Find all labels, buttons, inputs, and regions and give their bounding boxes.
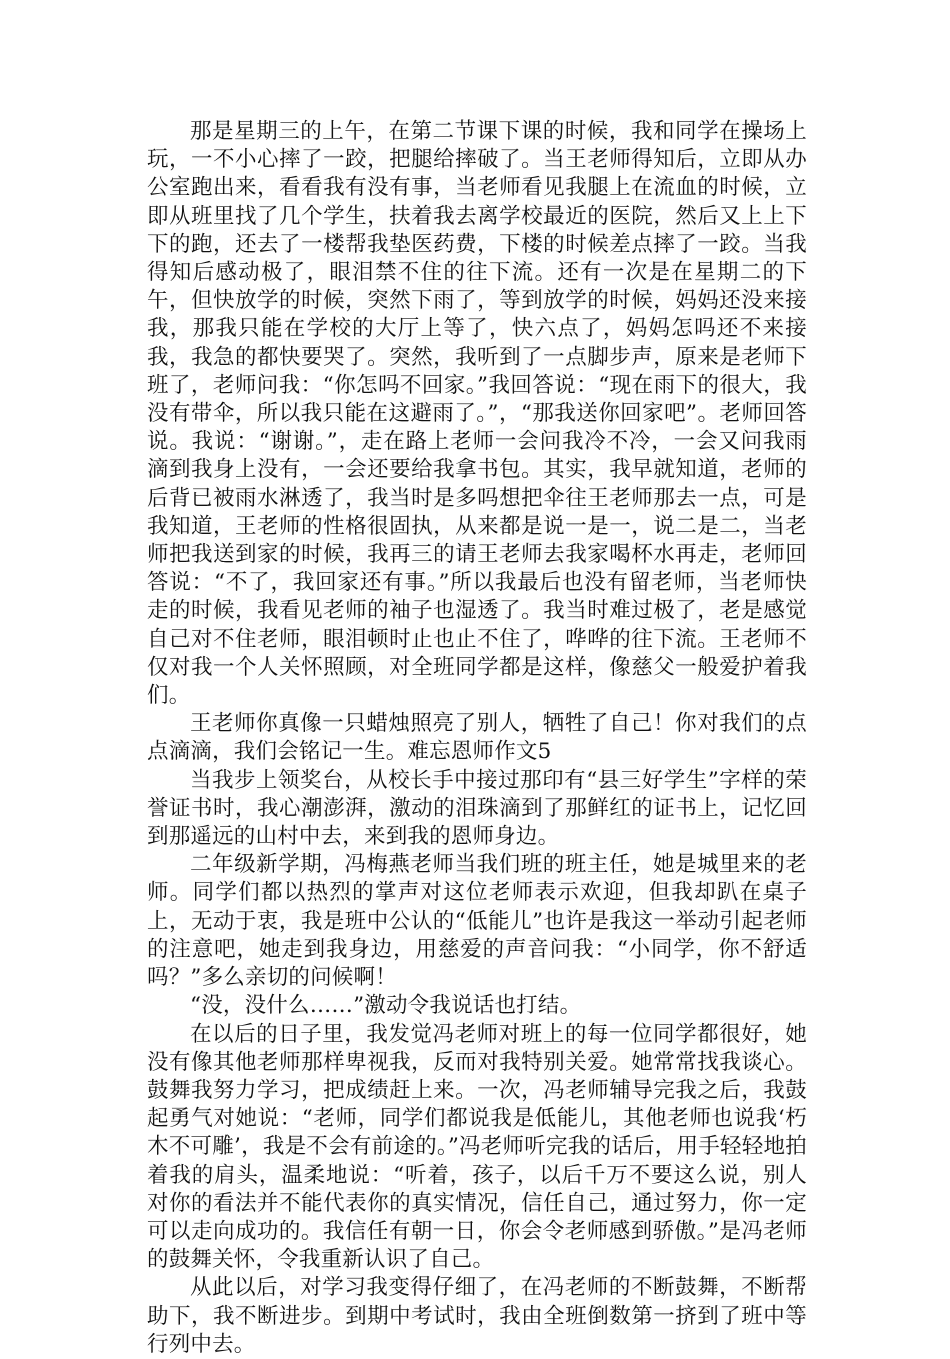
paragraph: “没，没什么……”激动令我说话也打结。 xyxy=(190,993,582,1019)
paragraph: 那是星期三的上午，在第二节课下课的时候，我和同学在操场上玩，一不小心摔了一跤，把腿给摔破了。当王老师得知后，立即从办公室跑出来，看看我有没有事，当老师看见我腿上在流血的时候，立即从班里找了几个学生，扶着我去离学校最近的医院，然后又上上下下的跑，还去了一楼帮我垫医药费，下楼的时候差点摔了一跤。当我得知后感动极了，眼泪禁不住的往下流。还有一次是在星期二的下午，但快放学的时候，突然下雨了，等到放学的时候，妈妈还没来接我，那我只能在学校的大厅上等了，快六点了，妈妈怎吗还不来接我，我急的都快要哭了。突然，我听到了一点脚步声，原来是老师下班了，老师问我：“你怎吗不回家。”我回答说：“现在雨下的很大，我没有带伞，所以我只能在这避雨了。”，“那我送你回家吧”。老师回答说。我说：“谢谢。”，走在路上老师一会问我冷不冷，一会又问我雨滴到我身上没有，一会还要给我拿书包。其实，我早就知道，老师的后背已被雨水淋透了，我当时是多吗想把伞往王老师那去一点，可是我知道，王老师的性格很固执，从来都是说一是一，说二是二，当老师把我送到家的时候，我再三的请王老师去我家喝杯水再走，老师回答说：“不了，我回家还有事。”所以我最后也没有留老师，当老师快走的时候，我看见老师的袖子也湿透了。我当时难过极了，老是感觉自己对不住老师，眼泪顿时止也止不住了，哗哗的往下流。王老师不仅对我一个人关怀照顾，对全班同学都是这样，像慈父一般爱护着我们。 xyxy=(147,119,807,709)
paragraph: 二年级新学期，冯梅燕老师当我们班的班主任，她是城里来的老师。同学们都以热烈的掌声对这位老师表示欢迎，但我却趴在桌子上，无动于衷，我是班中公认的“低能儿”也许是我这一举动引起老师的注意吧，她走到我身边，用慈爱的声音问我：“小同学，你不舒适吗？”多么亲切的问候啊！ xyxy=(147,852,807,991)
paragraph: 当我步上领奖台，从校长手中接过那印有“县三好学生”字样的荣誉证书时，我心潮澎湃，激动的泪珠滴到了那鲜红的证书上，记忆回到那遥远的山村中去，来到我的恩师身边。 xyxy=(147,767,807,850)
paragraph: 在以后的日子里，我发觉冯老师对班上的每一位同学都很好，她没有像其他老师那样卑视我，反而对我特别关爱。她常常找我谈心。鼓舞我努力学习，把成绩赶上来。一次，冯老师辅导完我之后，我鼓起勇气对她说：“老师，同学们都说我是低能儿，其他老师也说我‘朽木不可雕’，我是不会有前途的。”冯老师听完我的话后，用手轻轻地拍着我的肩头，温柔地说：“听着，孩子，以后千万不要这么说，别人对你的看法并不能代表你的真实情况，信任自己，通过努力，你一定可以走向成功的。我信任有朝一日，你会令老师感到骄傲。”是冯老师的鼓舞关怀，令我重新认识了自己。 xyxy=(147,1021,807,1273)
document-body xyxy=(147,118,807,1359)
paragraph: 王老师你真像一只蜡烛照亮了别人，牺牲了自己！你对我们的点点滴滴，我们会铭记一生。难忘恩师作文5 xyxy=(147,711,807,765)
paragraph: 从此以后，对学习我变得仔细了，在冯老师的不断鼓舞，不断帮助下，我不断进步。到期中考试时，我由全班倒数第一挤到了班中等行列中去。 xyxy=(147,1275,807,1357)
